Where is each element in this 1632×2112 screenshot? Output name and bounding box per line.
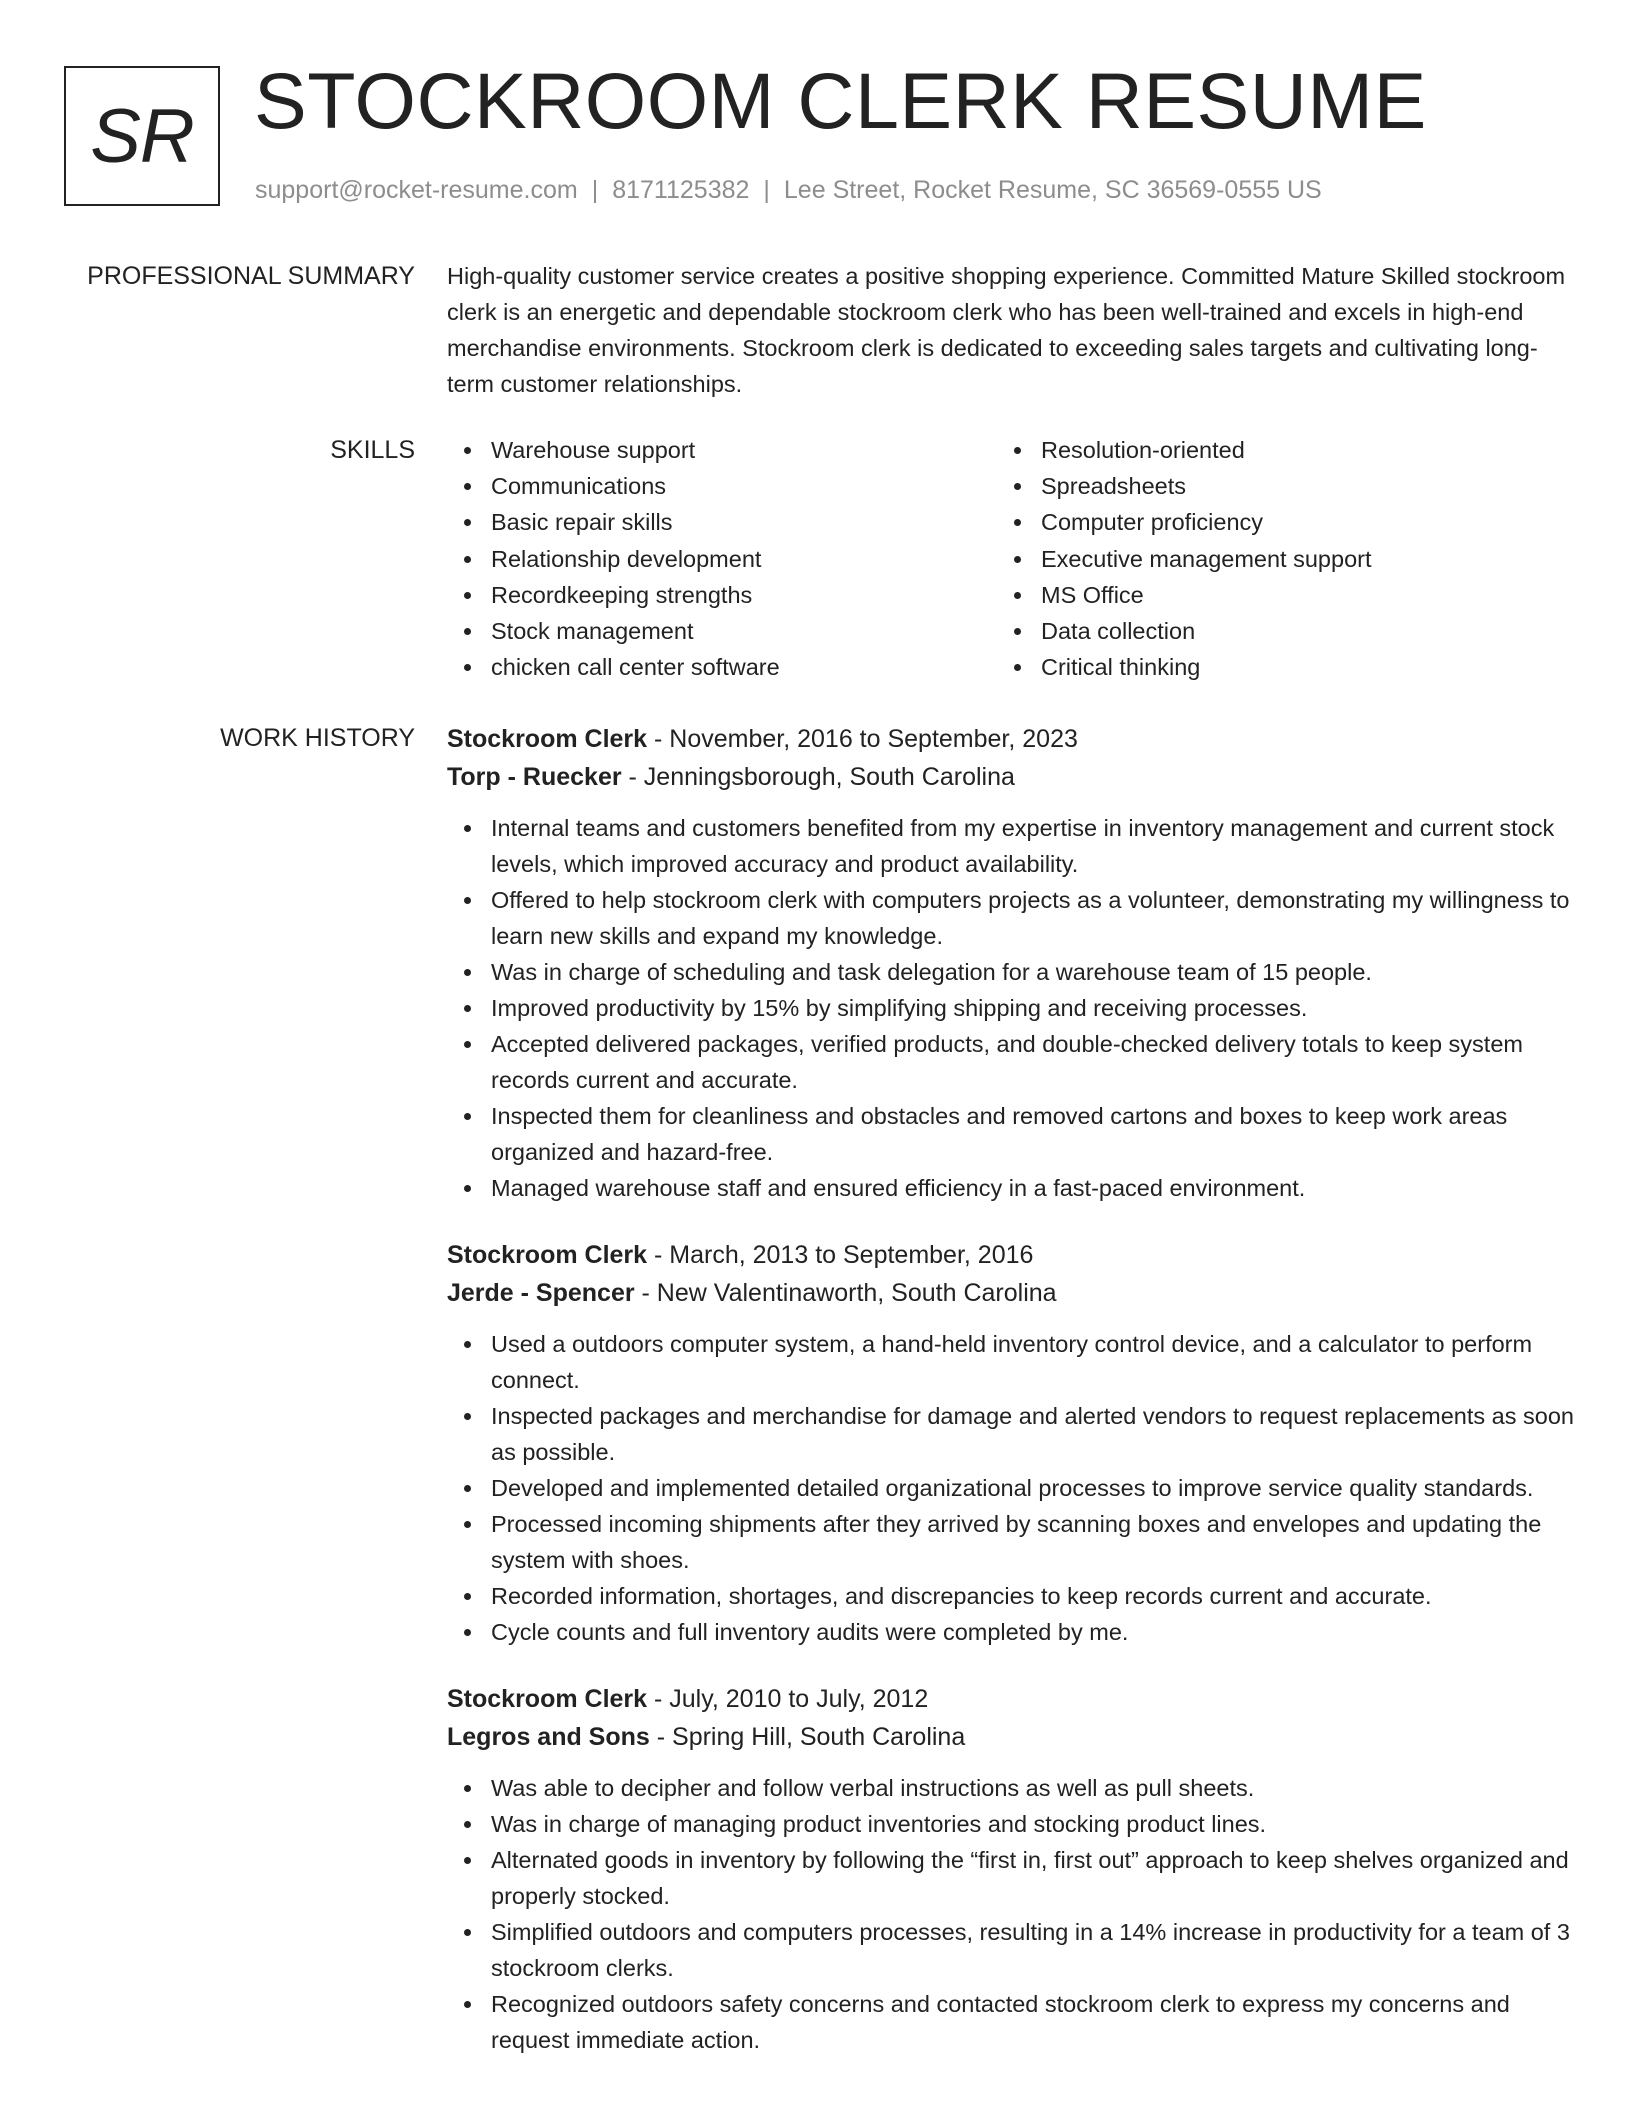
contact-address: Lee Street, Rocket Resume, SC 36569-0555 US — [783, 176, 1322, 204]
resume-title: STOCKROOM CLERK RESUME — [254, 56, 1427, 145]
job-dates: - July, 2010 to July, 2012 — [647, 1685, 929, 1713]
duty-item: Accepted delivered packages, verified products, and double-checked delivery totals to keep system records current and accurate. — [447, 1026, 1577, 1098]
duty-item: Was in charge of managing product inventories and stocking product lines. — [447, 1806, 1577, 1842]
job-title-line — [447, 720, 1577, 758]
job-company: Torp - Ruecker — [447, 763, 622, 791]
duty-item: Cycle counts and full inventory audits were completed by me. — [447, 1614, 1577, 1650]
work-history-body — [447, 720, 1577, 2088]
job-location: - Jenningsborough, South Carolina — [621, 763, 1015, 791]
contact-separator: | — [591, 176, 599, 204]
job-dates: - March, 2013 to September, 2016 — [647, 1241, 1034, 1269]
duty-item: Developed and implemented detailed organizational processes to improve service quality standards. — [447, 1470, 1577, 1506]
skill-item: Basic repair skills — [447, 504, 997, 540]
duty-item: Alternated goods in inventory by following the “first in, first out” approach to keep shelves organized and properly stocked. — [447, 1842, 1577, 1914]
duty-item: Recorded information, shortages, and discrepancies to keep records current and accurate. — [447, 1578, 1577, 1614]
duty-item: Inspected them for cleanliness and obstacles and removed cartons and boxes to keep work areas organized and hazard-free. — [447, 1098, 1577, 1170]
job-duties-list — [447, 1770, 1577, 2058]
job-dates: - November, 2016 to September, 2023 — [647, 725, 1078, 753]
skill-item: Recordkeeping strengths — [447, 577, 997, 613]
duty-item: Managed warehouse staff and ensured efficiency in a fast-paced environment. — [447, 1170, 1577, 1206]
duty-item: Recognized outdoors safety concerns and contacted stockroom clerk to express my concerns and request immediate action. — [447, 1986, 1577, 2058]
job-title-line — [447, 1680, 1577, 1718]
skill-item: Data collection — [997, 613, 1547, 649]
job-entry — [447, 1680, 1577, 2058]
skill-item: Communications — [447, 468, 997, 504]
duty-item: Internal teams and customers benefited from my expertise in inventory management and current stock levels, which improved accuracy and product availability. — [447, 810, 1577, 882]
skills-list-right — [997, 432, 1547, 685]
contact-email[interactable]: support@rocket-resume.com — [255, 176, 578, 204]
job-duties-list — [447, 1326, 1577, 1650]
skill-item: Stock management — [447, 613, 997, 649]
job-title: Stockroom Clerk — [447, 725, 648, 753]
job-location: - Spring Hill, South Carolina — [649, 1723, 966, 1751]
contact-phone[interactable]: 8171125382 — [612, 176, 750, 204]
skill-item: Spreadsheets — [997, 468, 1547, 504]
skill-item: chicken call center software — [447, 649, 997, 685]
duty-item: Used a outdoors computer system, a hand-held inventory control device, and a calculator to perform connect. — [447, 1326, 1577, 1398]
job-company-line — [447, 1274, 1577, 1312]
skill-item: Relationship development — [447, 541, 997, 577]
job-title-line — [447, 1236, 1577, 1274]
skill-item: Warehouse support — [447, 432, 997, 468]
skill-item: Executive management support — [997, 541, 1547, 577]
summary-body — [447, 258, 1577, 402]
job-company-line — [447, 758, 1577, 796]
job-company: Jerde - Spencer — [447, 1279, 635, 1307]
contact-separator: | — [763, 176, 770, 204]
job-title: Stockroom Clerk — [447, 1685, 648, 1713]
skill-item: Critical thinking — [997, 649, 1547, 685]
summary-text: High-quality customer service creates a positive shopping experience. Committed Mature Skilled stockroom clerk is an energetic and dependable stockroom clerk who has been well-trained and excels in high-end merchandise environments. Stockroom clerk is dedicated to exceeding sales targets and cultivating long-term customer relationships. — [447, 263, 1566, 397]
skills-heading: SKILLS — [330, 436, 415, 464]
duty-item: Offered to help stockroom clerk with computers projects as a volunteer, demonstrating my willingness to learn new skills and expand my knowledge. — [447, 882, 1577, 954]
work-history-heading: WORK HISTORY — [220, 724, 415, 752]
duty-item: Processed incoming shipments after they arrived by scanning boxes and envelopes and updating the system with shoes. — [447, 1506, 1577, 1578]
job-entry — [447, 720, 1577, 1206]
skill-item: Resolution-oriented — [997, 432, 1547, 468]
job-duties-list — [447, 810, 1577, 1206]
duty-item: Was in charge of scheduling and task delegation for a warehouse team of 15 people. — [447, 954, 1577, 990]
skills-body — [447, 432, 1577, 685]
monogram-badge: SR — [64, 66, 220, 206]
skill-item: MS Office — [997, 577, 1547, 613]
duty-item: Simplified outdoors and computers processes, resulting in a 14% increase in productivity for a team of 3 stockroom clerks. — [447, 1914, 1577, 1986]
job-company-line — [447, 1718, 1577, 1756]
contact-line — [255, 174, 1322, 206]
duty-item: Inspected packages and merchandise for damage and alerted vendors to request replacements as soon as possible. — [447, 1398, 1577, 1470]
duty-item: Was able to decipher and follow verbal instructions as well as pull sheets. — [447, 1770, 1577, 1806]
skill-item: Computer proficiency — [997, 504, 1547, 540]
job-entry — [447, 1236, 1577, 1650]
job-title: Stockroom Clerk — [447, 1241, 648, 1269]
skills-list-left — [447, 432, 997, 685]
summary-heading: PROFESSIONAL SUMMARY — [87, 262, 415, 290]
duty-item: Improved productivity by 15% by simplifying shipping and receiving processes. — [447, 990, 1577, 1026]
job-location: - New Valentinaworth, South Carolina — [634, 1279, 1057, 1307]
job-company: Legros and Sons — [447, 1723, 650, 1751]
